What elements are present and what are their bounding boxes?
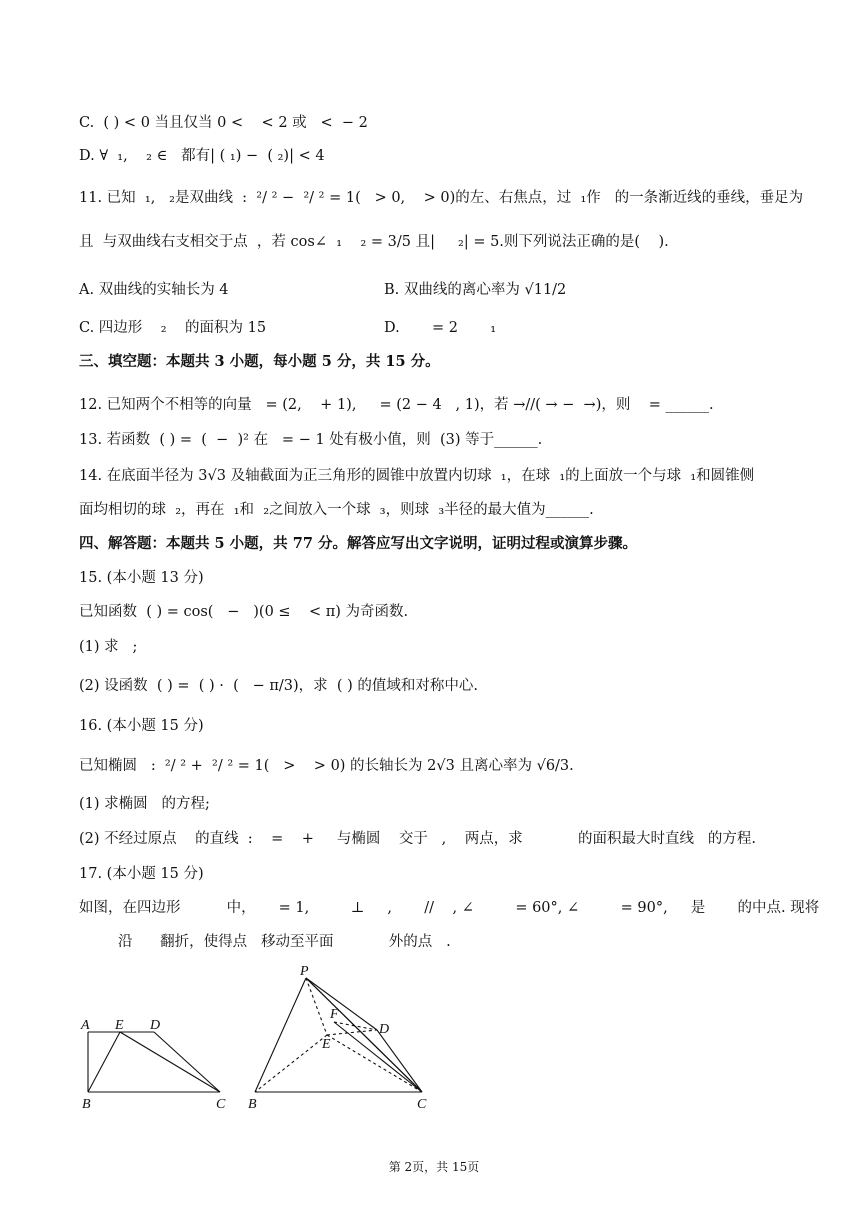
question-16-stem: 已知椭圆 : ²/ ² + ²/ ² = 1( > > 0) 的长轴长为 2√3 且离心率为 √6/3.: [79, 758, 574, 774]
question-16-part-1: (1) 求椭圆 的方程;: [79, 796, 210, 812]
segment-eb: [88, 1032, 120, 1092]
question-11-option-c: C. 四边形 ₂ 的面积为 15: [79, 320, 267, 336]
segment-pd: [306, 978, 377, 1030]
segment-eb-2: [255, 1035, 327, 1092]
question-13: 13. 若函数 ( ) = ( − )² 在 = − 1 处有极小值，则 (3) 等于______.: [79, 432, 543, 448]
question-15-stem: 已知函数 ( ) = cos( − )(0 ≤ < π) 为奇函数.: [79, 604, 409, 620]
question-17-stem-line-1: 如图，在四边形 中， = 1, ⊥ , // , ∠ = 60°, ∠ = 90°, 是 的中点. 现将: [79, 900, 820, 916]
question-15-part-1: (1) 求 ;: [79, 639, 138, 655]
question-14-line-2: 面均相切的球 ₂，再在 ₁和 ₂之间放入一个球 ₃，则球 ₃半径的最大值为______.: [79, 502, 594, 518]
label-d-2: D: [379, 1022, 390, 1037]
question-15-header: 15. (本小题 13 分): [79, 570, 204, 586]
question-11-line-1: 11. 已知 ₁, ₂是双曲线 : ²/ ² − ²/ ² = 1( > 0, > 0)的左、右焦点，过 ₁作 的一条渐近线的垂线，垂足为: [79, 190, 804, 206]
question-11-line-2: 且 与双曲线右支相交于点 ，若 cos∠ ₁ ₂ = 3/5 且| ₂| = 5.则下列说法正确的是( ).: [79, 234, 669, 250]
question-17-stem-line-2: 沿 翻折，使得点 移动至平面 外的点 .: [118, 934, 451, 950]
question-11-option-a: A. 双曲线的实轴长为 4: [79, 282, 229, 298]
label-a: A: [81, 1018, 90, 1033]
segment-ec: [120, 1032, 220, 1092]
section-4-heading: 四、解答题：本题共 5 小题，共 77 分。解答应写出文字说明，证明过程或演算步骤。: [79, 535, 637, 552]
page-footer: 第 2页，共 15页: [388, 1160, 480, 1174]
segment-ec-2: [327, 1035, 422, 1092]
question-15-part-2: (2) 设函数 ( ) = ( ) · ( − π/3)，求 ( ) 的值域和对称中心.: [79, 678, 479, 694]
segment-dc: [154, 1032, 220, 1092]
question-11-option-b: B. 双曲线的离心率为 √11/2: [384, 282, 567, 298]
segment-pe: [306, 978, 327, 1035]
label-b: B: [82, 1097, 91, 1112]
question-12: 12. 已知两个不相等的向量 = (2, + 1), = (2 − 4 , 1)，若 →//( → − →)，则 = ______.: [79, 397, 714, 413]
segment-ed: [327, 1030, 377, 1035]
segment-pc-2: [306, 978, 422, 1092]
option-c-line: C. ( ) < 0 当且仅当 0 < < 2 或 < − 2: [79, 115, 368, 131]
label-e: E: [115, 1018, 124, 1033]
question-17-header: 17. (本小题 15 分): [79, 866, 204, 882]
option-d-line: D. ∀ ₁, ₂ ∈ 都有| ( ₁) − ( ₂)| < 4: [79, 148, 325, 164]
figure-quadrilateral: [88, 1032, 220, 1092]
question-16-part-2: (2) 不经过原点 的直线 : = + 与椭圆 交于 , 两点，求 的面积最大时直线 的方程.: [79, 831, 756, 847]
question-11-option-d: D. = 2 ₁: [384, 320, 497, 336]
label-b-2: B: [248, 1097, 257, 1112]
question-17-figures: [72, 962, 452, 1116]
segment-pb: [255, 978, 306, 1092]
section-3-heading: 三、填空题：本题共 3 小题，每小题 5 分，共 15 分。: [79, 353, 440, 370]
question-14-line-1: 14. 在底面半径为 3√3 及轴截面为正三角形的圆锥中放置内切球 ₁，在球 ₁的上面放一个与球 ₁和圆锥侧: [79, 468, 755, 484]
label-d: D: [150, 1018, 161, 1033]
label-f: F: [330, 1007, 339, 1022]
label-p: P: [300, 964, 309, 979]
question-16-header: 16. (本小题 15 分): [79, 718, 204, 734]
geometry-figures-svg: [72, 962, 452, 1112]
label-c: C: [216, 1097, 226, 1112]
label-c-2: C: [417, 1097, 427, 1112]
figure-pyramid: [255, 978, 422, 1092]
label-e-2: E: [322, 1037, 331, 1052]
